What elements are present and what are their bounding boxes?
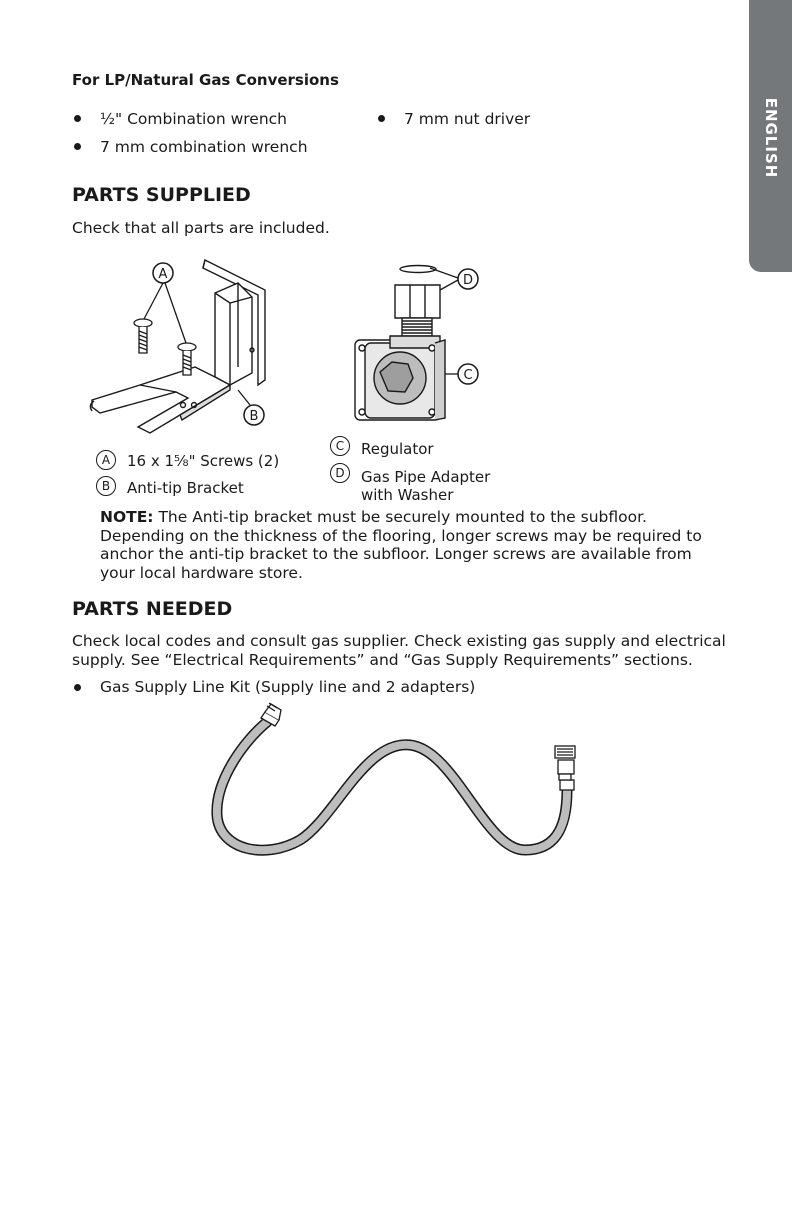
legend-d: Gas Pipe Adapter with Washer: [361, 468, 491, 504]
gas-supply-line-illustration: [205, 700, 595, 865]
label-a-icon: A: [96, 450, 116, 470]
svg-text:A: A: [158, 267, 168, 282]
parts-supplied-heading: PARTS SUPPLIED: [72, 184, 251, 206]
note-text: The Anti-tip bracket must be securely mounted to the subfloor. Depending on the thickness of the flooring, longer screws may be required to anchor the anti-tip bracket to the subfloor. Longer screws are available from your local hardware store.: [100, 508, 702, 582]
language-tab-label: ENGLISH: [762, 97, 780, 179]
parts-supplied-intro: Check that all parts are included.: [72, 219, 330, 237]
parts-needed-intro: Check local codes and consult gas supplier. Check existing gas supply and electrical supply. See “Electrical Requirements” and “Gas Supply Requirements” sections.: [72, 632, 726, 669]
bullet-icon: [74, 143, 81, 150]
svg-text:D: D: [462, 273, 474, 288]
legend-c: Regulator: [361, 440, 434, 458]
legend-a: 16 x 1⅝" Screws (2): [127, 452, 280, 470]
label-b-icon: B: [96, 476, 116, 496]
svg-text:B: B: [249, 409, 259, 424]
parts-needed-heading: PARTS NEEDED: [72, 598, 233, 620]
svg-text:C: C: [463, 368, 473, 383]
conversions-heading: For LP/Natural Gas Conversions: [72, 71, 339, 89]
regulator-illustration: [350, 260, 490, 425]
note-paragraph: [100, 508, 720, 582]
parts-needed-item: Gas Supply Line Kit (Supply line and 2 adapters): [100, 678, 476, 696]
bullet-icon: [378, 115, 385, 122]
tool-item: 7 mm combination wrench: [100, 138, 308, 156]
note-label: NOTE:: [100, 508, 154, 526]
anti-tip-bracket-illustration: [80, 255, 280, 445]
label-d-icon: D: [330, 463, 350, 483]
legend-b: Anti-tip Bracket: [127, 479, 244, 497]
tool-item: 7 mm nut driver: [404, 110, 531, 128]
bullet-icon: [74, 684, 81, 691]
tool-item: ½" Combination wrench: [100, 110, 287, 128]
bullet-icon: [74, 115, 81, 122]
label-c-icon: C: [330, 436, 350, 456]
